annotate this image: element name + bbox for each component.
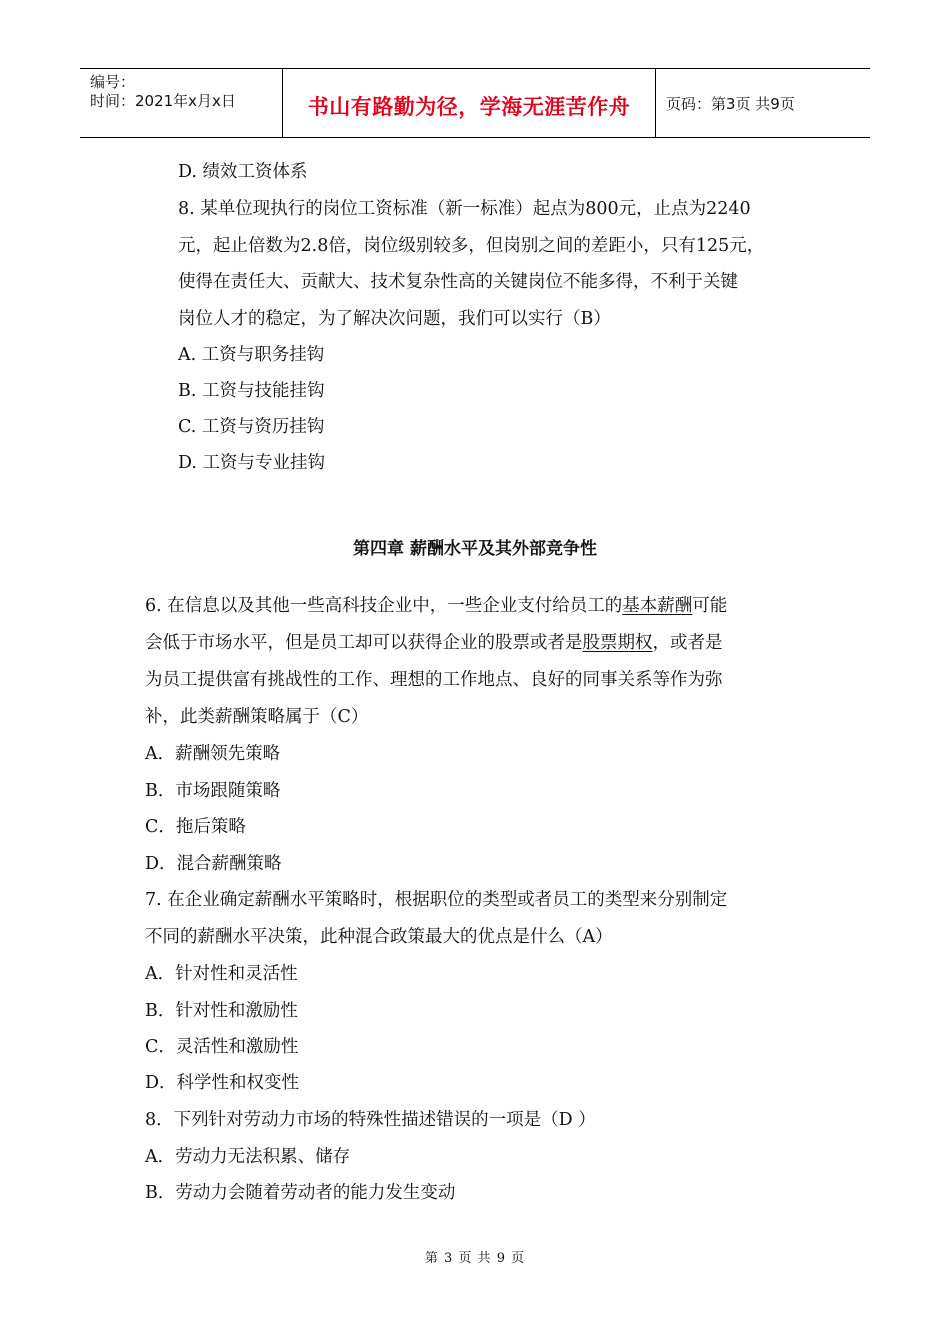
answer-option: D. 工资与专业挂钩: [178, 453, 326, 473]
text-run: ，或者是: [652, 633, 723, 653]
answer-option: A．劳动力无法积累、储存: [145, 1147, 351, 1167]
question-line: 8. 某单位现执行的岗位工资标准（新一标准）起点为800元，止点为2240: [178, 199, 751, 219]
motto: 书山有路勤为径，学海无涯苦作舟: [307, 95, 631, 119]
text-run: 可能: [692, 596, 728, 616]
time-label: 时间：2021年x月x日: [90, 92, 236, 110]
answer-option: D．科学性和权变性: [145, 1073, 300, 1093]
answer-option: A．针对性和灵活性: [145, 964, 298, 984]
question-line: [145, 631, 723, 655]
question-line: 使得在责任大、贡献大、技术复杂性高的关键岗位不能多得，不利于关键: [178, 272, 738, 292]
question-line: 元，起止倍数为2.8倍，岗位级别较多，但岗别之间的差距小，只有125元，: [178, 236, 765, 256]
question-line: 7. 在企业确定薪酬水平策略时，根据职位的类型或者员工的类型来分别制定: [145, 890, 728, 910]
text-run: 6. 在信息以及其他一些高科技企业中，一些企业支付给员工的: [145, 596, 623, 616]
question-line: 补，此类薪酬策略属于（C）: [145, 707, 369, 727]
question-line: 岗位人才的稳定，为了解决次问题，我们可以实行（B）: [178, 309, 611, 329]
answer-option: B. 工资与技能挂钩: [178, 381, 325, 401]
answer-option: B．劳动力会随着劳动者的能力发生变动: [145, 1183, 456, 1203]
answer-option: B．针对性和激励性: [145, 1001, 298, 1021]
answer-option: C．灵活性和激励性: [145, 1037, 299, 1057]
underlined-term: 股票期权: [582, 633, 653, 653]
answer-option: D．混合薪酬策略: [145, 854, 282, 874]
question-line: 不同的薪酬水平决策，此种混合政策最大的优点是什么（A）: [145, 927, 613, 947]
page-info: 页码：第3页 共9页: [666, 95, 795, 113]
question-line: 8．下列针对劳动力市场的特殊性描述错误的一项是（D ）: [145, 1110, 596, 1130]
header-motto-cell: [283, 69, 656, 137]
answer-option: B．市场跟随策略: [145, 781, 281, 801]
question-line: [145, 594, 727, 618]
header-page-cell: [656, 69, 870, 137]
underlined-term: 基本薪酬: [622, 596, 693, 616]
page-footer: 第 3 页 共 9 页: [424, 1251, 526, 1266]
header-info-cell: [80, 69, 283, 137]
text-run: 会低于市场水平，但是员工却可以获得企业的股票或者是: [145, 633, 583, 653]
answer-option: C．拖后策略: [145, 817, 246, 837]
option-d-prev: D. 绩效工资体系: [178, 162, 308, 182]
question-line: 为员工提供富有挑战性的工作、理想的工作地点、良好的同事关系等作为弥: [145, 670, 723, 690]
number-label: 编号：: [90, 73, 136, 91]
document-header: [80, 68, 870, 138]
answer-option: A．薪酬领先策略: [145, 744, 281, 764]
answer-option: C. 工资与资历挂钩: [178, 417, 325, 437]
chapter-title: 第四章 薪酬水平及其外部竞争性: [353, 539, 597, 559]
answer-option: A. 工资与职务挂钩: [178, 345, 325, 365]
